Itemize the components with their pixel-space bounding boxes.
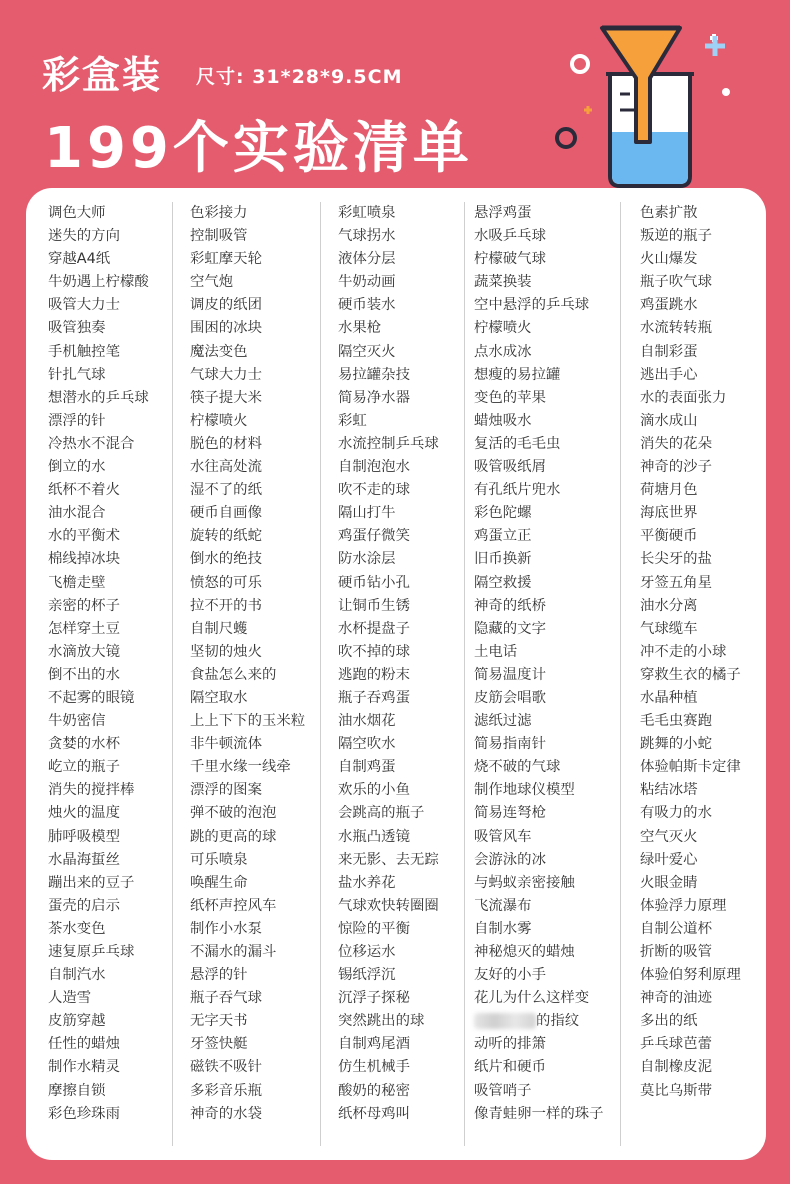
list-item: 油水烟花: [338, 713, 396, 730]
list-item: 蛋壳的启示: [48, 897, 120, 914]
list-item: 彩虹摩天轮: [190, 251, 262, 268]
list-item: 漂浮的针: [48, 412, 106, 429]
list-item: 水瓶凸透镜: [338, 828, 410, 845]
list-item: 火眼金睛: [640, 874, 698, 891]
list-item: 沉浮子探秘: [338, 990, 410, 1007]
list-item: 自制彩蛋: [640, 343, 698, 360]
list-item: 酸奶的秘密: [338, 1082, 410, 1099]
list-item: 屹立的瓶子: [48, 759, 120, 776]
list-item: 牛奶动画: [338, 274, 396, 291]
list-item: 自制尺蠖: [190, 620, 248, 637]
list-item: 飞檐走壁: [48, 574, 106, 591]
list-item: 动听的排箫: [474, 1036, 546, 1053]
list-item: 纸杯声控风车: [190, 897, 277, 914]
list-item: 简易连弩枪: [474, 805, 546, 822]
list-item: 神奇的纸桥: [474, 597, 546, 614]
list-item: 上上下下的玉米粒: [190, 713, 306, 730]
list-item: 人造雪: [48, 990, 92, 1007]
list-item: 纸杯母鸡叫: [338, 1105, 410, 1122]
list-item: 无字天书: [190, 1013, 248, 1030]
list-item: 油水分离: [640, 597, 698, 614]
list-item: 魔法变色: [190, 343, 248, 360]
list-item: 吹不掉的球: [338, 643, 410, 660]
list-item: 欢乐的小鱼: [338, 782, 410, 799]
list-item: 亲密的杯子: [48, 597, 120, 614]
list-item: 棉线掉冰块: [48, 551, 120, 568]
list-item: 唤醒生命: [190, 874, 248, 891]
list-item: 彩色陀螺: [474, 505, 532, 522]
list-item: 复活的毛毛虫: [474, 435, 561, 452]
list-item: 体验浮力原理: [640, 897, 727, 914]
list-item: 莫比乌斯带: [640, 1082, 712, 1099]
list-item: 水流控制乒乓球: [338, 435, 439, 452]
list-item: 想瘦的易拉罐: [474, 366, 561, 383]
list-item: 点水成冰: [474, 343, 532, 360]
list-item: 神奇的油迹: [640, 990, 712, 1007]
list-item: 逃出手心: [640, 366, 698, 383]
list-item: 瓶子吞气球: [190, 990, 262, 1007]
list-item: 吸管独奏: [48, 320, 106, 337]
list-item: 彩色珍珠雨: [48, 1105, 120, 1122]
list-item: 不漏水的漏斗: [190, 944, 277, 960]
list-item: 有吸力的水: [640, 805, 712, 822]
list-item: 鸡蛋仔微笑: [338, 528, 410, 545]
list-item: 茶水变色: [48, 920, 106, 937]
list-item: 体验帕斯卡定律: [640, 759, 741, 776]
list-item: 自制鸡蛋: [338, 759, 396, 776]
list-item: 愤怒的可乐: [190, 574, 262, 591]
list-item: 仿生机械手: [338, 1059, 410, 1076]
header: [0, 0, 790, 190]
list-item: 自制泡泡水: [338, 459, 410, 476]
list-item: 冲不走的小球: [640, 643, 727, 660]
list-item: 控制吸管: [190, 228, 248, 245]
list-item: 自制水雾: [474, 920, 532, 937]
list-item: 友好的小手: [474, 967, 546, 984]
list-item: 空气炮: [190, 274, 234, 291]
list-item: 飞流瀑布: [474, 897, 532, 914]
list-item: 摩擦自锁: [48, 1082, 106, 1099]
list-item: 速复原乒乓球: [48, 944, 135, 960]
list-item: 液体分层: [338, 251, 396, 268]
list-item: 硬币装水: [338, 297, 396, 314]
list-item: 倒水的绝技: [190, 551, 262, 568]
list-item: 调皮的纸团: [190, 297, 262, 314]
list-item: 滤纸过滤: [474, 713, 532, 730]
list-item: 鸡蛋跳水: [640, 297, 698, 314]
list-item: 牛奶密信: [48, 713, 106, 730]
list-item: 土电话: [474, 643, 518, 660]
list-item: 简易指南针: [474, 736, 546, 753]
list-item: 烛火的温度: [48, 805, 120, 822]
list-item: 跳的更高的球: [190, 828, 277, 845]
list-item: 牙签五角星: [640, 574, 712, 591]
list-item: 手机触控笔: [48, 343, 120, 360]
list-item: 贪婪的水杯: [48, 736, 120, 753]
list-item: 旧币换新: [474, 551, 532, 568]
list-item: 毛毛虫赛跑: [640, 713, 712, 730]
list-item: 牛奶遇上柠檬酸: [48, 274, 149, 291]
list-item: 空中悬浮的乒乓球: [474, 297, 590, 314]
list-item: 乒乓球芭蕾: [640, 1036, 712, 1053]
list-item: 水吸乒乓球: [474, 228, 546, 245]
list-item: 穿救生衣的橘子: [640, 666, 741, 683]
list-item: 调色大师: [48, 205, 106, 221]
list-column-5: [640, 202, 762, 1146]
list-item: 肺呼吸模型: [48, 828, 120, 845]
size-text: 尺寸: 31*28*9.5CM: [196, 66, 403, 88]
list-item: 海底世界: [640, 505, 698, 522]
list-item: 旋转的纸蛇: [190, 528, 262, 545]
list-item: 倒立的水: [48, 459, 106, 476]
list-item: 气球欢快转圈圈: [338, 897, 439, 914]
list-item: 纸杯不着火: [48, 482, 120, 499]
list-item: 来无影、去无踪: [338, 851, 439, 868]
list-item: 彩虹喷泉: [338, 205, 396, 221]
list-item: 色彩接力: [190, 205, 248, 221]
list-item: 悬浮的针: [190, 967, 248, 984]
list-item: 会游泳的冰: [474, 851, 546, 868]
list-item: 隐藏的文字: [474, 620, 546, 637]
list-item: 冷热水不混合: [48, 435, 135, 452]
list-column-2: [190, 202, 321, 1146]
list-item: 简易净水器: [338, 389, 410, 406]
list-item: 千里水缘一线牵: [190, 759, 291, 776]
list-item: 迷失的方向: [48, 228, 120, 245]
list-item: 悬浮鸡蛋: [474, 205, 532, 221]
list-item: 体验伯努利原理: [640, 967, 741, 984]
list-item: 平衡硬币: [640, 528, 698, 545]
list-column-4: [474, 202, 621, 1146]
list-item: 怎样穿土豆: [48, 620, 120, 637]
list-item: 长尖牙的盐: [640, 551, 712, 568]
list-item: 吸管吸纸屑: [474, 459, 546, 476]
list-item: 色素扩散: [640, 205, 698, 221]
list-item: 与蚂蚁亲密接触: [474, 874, 575, 891]
list-item: 自制橡皮泥: [640, 1059, 712, 1076]
list-item: 滴水成山: [640, 412, 698, 429]
list-item: 防水涂层: [338, 551, 396, 568]
list-item: 气球大力士: [190, 366, 262, 383]
list-item: 水果枪: [338, 320, 382, 337]
list-item: 叛逆的瓶子: [640, 228, 712, 245]
list-item: 消失的搅拌棒: [48, 782, 135, 799]
list-item: 瓶子吞鸡蛋: [338, 689, 410, 706]
blurred-text: [474, 1013, 536, 1029]
list-item: 彩虹: [338, 412, 367, 429]
list-item: 水滴放大镜: [48, 643, 120, 660]
list-item: 水流转转瓶: [640, 320, 712, 337]
list-item: 隔空取水: [190, 689, 248, 706]
list-item: 制作水精灵: [48, 1059, 120, 1076]
list-item: 漂浮的图案: [190, 782, 262, 799]
list-item: 坚韧的烛火: [190, 643, 262, 660]
list-item: 隔空救援: [474, 574, 532, 591]
list-item: 烧不破的气球: [474, 759, 561, 776]
list-item: 制作地球仪模型: [474, 782, 575, 799]
list-item: 荷塘月色: [640, 482, 698, 499]
list-item: 神奇的沙子: [640, 459, 712, 476]
list-item: 可乐喷泉: [190, 851, 248, 868]
list-item: 绿叶爱心: [640, 851, 698, 868]
list-item: 盐水养花: [338, 874, 396, 891]
list-item: 针扎气球: [48, 366, 106, 383]
list-item: 自制汽水: [48, 967, 106, 984]
list-item: 湿不了的纸: [190, 482, 262, 499]
list-item: 消失的花朵: [640, 435, 712, 452]
list-item: 突然跳出的球: [338, 1013, 425, 1030]
list-item: 硬币钻小孔: [338, 574, 410, 591]
list-item: 吸管风车: [474, 828, 532, 845]
list-item: 花儿为什么这样变: [474, 990, 590, 1007]
list-item: 非牛顿流体: [190, 736, 262, 753]
funnel-beaker-illustration: [540, 14, 790, 194]
list-item: 有孔纸片兜水: [474, 482, 561, 499]
list-item: 粘结冰塔: [640, 782, 698, 799]
list-item: 变色的苹果: [474, 389, 546, 406]
list-item: 气球拐水: [338, 228, 396, 245]
list-item: 水的平衡术: [48, 528, 120, 545]
list-item: 食盐怎么来的: [190, 666, 277, 683]
list-column-1: [48, 202, 173, 1146]
list-item: 让铜币生锈: [338, 597, 410, 614]
list-item: 任性的蜡烛: [48, 1036, 120, 1053]
list-item: 磁铁不吸针: [190, 1059, 262, 1076]
list-item: 蹦出来的豆子: [48, 874, 135, 891]
list-item: 油水混合: [48, 505, 106, 522]
list-item: 拉不开的书: [190, 597, 262, 614]
experiment-list-card: [26, 188, 766, 1160]
list-item: 位移运水: [338, 944, 396, 960]
list-item: 瓶子吹气球: [640, 274, 712, 291]
list-item: 空气灭火: [640, 828, 698, 845]
list-item: 鸡蛋立正: [474, 528, 532, 545]
list-item: 柠檬喷火: [474, 320, 532, 337]
list-item: 水杯提盘子: [338, 620, 410, 637]
list-item: 水往高处流: [190, 459, 262, 476]
list-item: 多彩音乐瓶: [190, 1082, 262, 1099]
list-item: 自制公道杯: [640, 920, 712, 937]
list-item: 自制鸡尾酒: [338, 1036, 410, 1053]
list-item: 牙签快艇: [190, 1036, 248, 1053]
list-item: 神秘熄灭的蜡烛: [474, 944, 575, 960]
list-item: 弹不破的泡泡: [190, 805, 277, 822]
list-item: 隔空灭火: [338, 343, 396, 360]
list-item: 火山爆发: [640, 251, 698, 268]
main-title: 199个实验清单: [44, 116, 473, 181]
list-item: 隔山打牛: [338, 505, 396, 522]
list-item: 蔬菜换装: [474, 274, 532, 291]
list-item: 隔空吹水: [338, 736, 396, 753]
list-item: 水晶海蜇丝: [48, 851, 120, 868]
list-item: 皮筋会唱歌: [474, 689, 546, 706]
list-item: 皮筋穿越: [48, 1013, 106, 1030]
list-item: 易拉罐杂技: [338, 366, 410, 383]
list-item: 想潜水的乒乓球: [48, 389, 149, 406]
list-item: 吸管大力士: [48, 297, 120, 314]
list-item: 锡纸浮沉: [338, 967, 396, 984]
list-item: 跳舞的小蛇: [640, 736, 712, 753]
list-item: 制作小水泵: [190, 920, 262, 937]
list-item: 筷子提大米: [190, 389, 262, 406]
list-item: 柠檬破气球: [474, 251, 546, 268]
list-item: 折断的吸管: [640, 944, 712, 960]
list-item: 倒不出的水: [48, 666, 120, 683]
list-item: 气球缆车: [640, 620, 698, 637]
list-item: 简易温度计: [474, 666, 546, 683]
list-item: 硬币自画像: [190, 505, 262, 522]
list-item: 水的表面张力: [640, 389, 727, 406]
list-item: 围困的冰块: [190, 320, 262, 337]
list-item: 纸片和硬币: [474, 1059, 546, 1076]
list-item: 水晶种植: [640, 689, 698, 706]
box-type-title: 彩盒装: [42, 53, 163, 97]
list-item: 柠檬喷火: [190, 412, 248, 429]
list-item: 不起雾的眼镜: [48, 689, 135, 706]
list-item: 脱色的材料: [190, 435, 262, 452]
list-item: 蜡烛吸水: [474, 412, 532, 429]
list-item: 吸管哨子: [474, 1082, 532, 1099]
list-column-3: [338, 202, 465, 1146]
list-item: 像青蛙卵一样的珠子: [474, 1105, 604, 1122]
list-item: 的指纹: [474, 1010, 620, 1033]
list-item: 逃跑的粉末: [338, 666, 410, 683]
list-item: 神奇的水袋: [190, 1105, 262, 1122]
list-item: 惊险的平衡: [338, 920, 410, 937]
list-item: 吹不走的球: [338, 482, 410, 499]
list-item: 穿越A4纸: [48, 251, 111, 268]
list-item: 多出的纸: [640, 1013, 698, 1030]
list-item: 会跳高的瓶子: [338, 805, 425, 822]
